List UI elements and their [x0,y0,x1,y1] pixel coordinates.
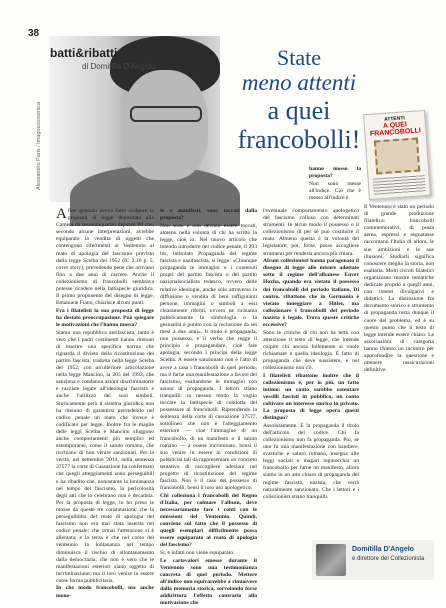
answer: Sono le critiche di chi non ha letto con attenzione il testo di legge, che intende colpire chi ancora follemente si vuole richiamare a quella ideologia. È fatto di propaganda che deve sussistere, e nel collezionismo non c'è. [263,329,359,372]
article-column-4 [364,204,434,375]
headline-line-3: a quei [267,96,331,126]
question: In che modo francobolli, ma anche mone- [56,585,154,599]
question: te e manifesti, sono toccati dalla proposta? [160,208,257,222]
headline-line-4: francobolli! [237,125,361,155]
question: hanno mosso la proposta? [309,166,361,180]
author-name: Domitilla D'Angelo [352,546,414,553]
article-column-3-top [309,166,361,202]
answer: Siamo una repubblica antifascista, tanto è vero che i padri costituenti hanno ritenuto di inserire una specifica norma che riguarda il divieto della ricostituzione del partito fascista, tradotta nella legge Scelba del 1952, con un'ulteriore articolazione nella legge Mancino, la 205 del 1993, che sanziona e condanna azioni discriminatorie e razziste legate all'ideologia fascista e anche l'utilizzo dei suoi simboli. Storicamente però il sistema giuridico non ha ritenuto di garantirsi prevedendo nel codice penale un reato che invece è codificato per legge. Inoltre fra le maglie delle leggi Scelba e Mancino sfuggono anche comportamenti più semplici ed estemporanei, come il saluto romano, che rischiano di non venire sanzionati. Per la verità, nel settembre 2014, nella sentenza 37577 la corte di Cassazione ha confermato che quegli atteggiamenti sono perseguibili e ha ribadito che, nonostante la lontananza nel tempo del fascismo, la pericolosità degli atti che lo celebrano non è decaduta. Per la proposta di legge, io ho preso le mosse da queste tre constatazioni: che la perseguibilità del reato di apologia del fascismo non era mai stata inserita nel codice penale; che ormai l'attenzione si è allentata; e la terza è che nel corso del ventennio la lontananza nel tempo diminuisca il rischio di allontanamento dalla democrazia; che non è vero che le manifestazioni esteriori siano oggetto di incriminazione, ma il loro venire in essere come forma pubblicitaria. [56,329,154,584]
dropcap: A [56,206,67,222]
answer: Non sono e non devono essere toccati, almeno nella volontà di chi ha scritto la legge, cioè io. Nel nuovo articolo che intendo introdurre nel codice penale, il 293 bis, intitolato Propaganda del regime fascista e nazifascista, si legge: «Chiunque propaganda le immagini o i contenuti propri del partito fascista o del partito nazionalsocialista tedesco, ovvero delle relative ideologie, anche solo attraverso la diffusione o vendita di beni raffiguranti persone, immagini o simboli a essi chiaramente riferiti, ovvero ne richiama pubblicamente la simbologia o la gestualità è punito con la reclusione da sei mesi a due anni». Il titolo è propaganda, non possesso, e il verbo che regge il principio è propagandare, cioè fare apologia, secondo i principi della legge Scelba. A essere sanzionato non è l'atto di avere a casa i francobolli di quel periodo, ma il farne una manifestazione a favore del fascismo, esaltandone le immagini con azioni di propaganda. I lettori stiano tranquilli: in nessun modo la voglio toccare la fattispecie di condotta del possessore di francobolli. Riprendendo la sentenza della corte di cassazione 37577, sottolineo che non è l'atteggiamento esteriore — cioè l'immagine di un francobollo, di un manifesto o il saluto romano — a essere incriminato, bensì il suo venire in essere in condizioni di pubblicità tali da rappresentare un concreto tentativo di raccogliere adesioni nel progetto di ricostituzione del regime fascista. Non è il caso del possesso di francobolli, bensì il loro uso apologetico. [160,222,257,492]
headline-line-1: State [277,45,321,70]
interview-photo [50,36,220,202]
answer: Sì, e infatti non viene equiparato. [160,550,235,556]
author-box [312,540,434,580]
question: Chi colleziona i francobolli del Regno d'Italia, per colmare l'album, deve necessariamente fare i conti con le emissioni del Ventennio. Quindi, conviene sul fatto che il possesso di quegli esemplari difficilmente possa essere equiparato al reato di apologia del fascismo? [160,492,257,549]
answer: Assolutamente. È la propaganda il titolo dell'articolo del codice. Chi fa collezionismo non fa propaganda. Poi, se uno fa una manifestazione con bandiere, svastiche e saluto romano, insegna alle leggi sociali e magari inginocchia un francobollo per farne un manifesto, allora siamo in un atto chiaro di propaganda del regime fascista, nazista, che verrà naturalmente sanzionato. Che i lettori e i collezionisti stiano tranquilli. [263,422,359,500]
answer: Non sono messe all'indice. Ciò che è messo all'indice è [309,180,361,201]
article-column-2 [160,208,257,608]
article-column-3 [263,208,359,501]
answer: Il Ventennio è stato un periodo di grande produzione filatelica: francobolli commemorativi, di posta aerea, espressi e segnatasse raccontano l'Italia di allora, le sue ambizioni e le sue illusioni. Studiarli significa conoscere meglio la storia, non esaltarla. Molti circoli filatelici organizzano mostre tematiche dedicate proprio a quegli anni, con intenti divulgativi e didattici. La distinzione fra documento storico e strumento di propaganda resta dunque il cuore del problema, ed è su questo punto che il testo di legge intende essere chiaro. Le associazioni di categoria hanno chiesto un incontro per approfondire la questione e ottenere rassicurazioni definitive. [364,204,434,374]
headline-line-2: meno attenti [241,70,357,96]
photo-credit: Alessandro Paris / Imagoeconomica [36,101,42,190]
page-number: 38 [28,28,40,39]
intro-paragraph: Afine gennaio aveva fatto scalpore la proposta di legge depositata alla Camera da sessantaquattro deputati Pd che, secondo alcune interpretazioni, avrebbe equiparato la vendita di oggetti che contengono riferimenti al Ventennio al reato di apologia del fascismo previsto dalla legge Scelba del 1952 (IC 2.16 p. 5, cover story), prevedendo pene che arrivano fino a due anni di carcere. Anche il collezionismo di francobolli sembrava potesse ricadere nella fattispecie giuridica. Il primo proponente del disegno di legge, Emanuele Fiano, chiarisce alcuni punti. [56,206,154,307]
article-column-1 [56,208,154,600]
cover-title-line-2: A QUEI FRANCOBOLLI [369,121,422,138]
question: Alcuni collezionisti hanno paragonato il disegno di legge alle misure adottate sotto il regime dell'albanese Enver Hoxha, quando era vietato il possesso dei francobolli del periodo italiano. Di contro, ribattono che in Germania è vietato inneggiare a Hitler, ma collezionare i francobolli del periodo nazista è legale. Trova queste critiche eccessive? [263,258,359,328]
author-avatar [316,544,346,576]
author-role: è direttore del Collezionista [352,556,425,562]
cover-title-line-1: ATTENTI [383,115,406,123]
column-title: batti&ribatti [50,46,118,60]
answer: l'eventuale comportamento apologetico del fascismo colluso con determinati strumenti. In alcun modo il possesso o il collezionismo di per sé può costituire il reato. Almeno questa è la volontà del legislatore; poi, forse, posso accogliere strumenti per renderla ancora più chiara. [263,208,359,257]
question: Le cartevalori emesse durante il Ventennio sono una testimonianza concreta di quel periodo. Mettere all'indice non equivarrebbe a rimuovere dalla memoria storica, sorvolando forse addirittura l'effetto contrario alla motivazione che [160,557,257,607]
cover-stamp-image [374,138,420,175]
question: Fra i filatelisti la sua proposta di legge ha destato preoccupazione. Può spiegare le motivazioni che l'hanno mossa? [56,307,154,328]
question: I filatelisti ribattono inoltre che il collezionismo è, per lo più, un fatto intimo: un conto sarebbe ostentare vessilli fascisti in pubblico, un conto coltivare un interesse storico in privato. La proposta di legge opera questi distinguo? [263,372,359,422]
magazine-cover-thumbnail [363,110,431,200]
headline [214,46,384,155]
cover-text-lines [373,175,426,195]
column-byline: di Domitilla D'Angelo [82,62,156,71]
